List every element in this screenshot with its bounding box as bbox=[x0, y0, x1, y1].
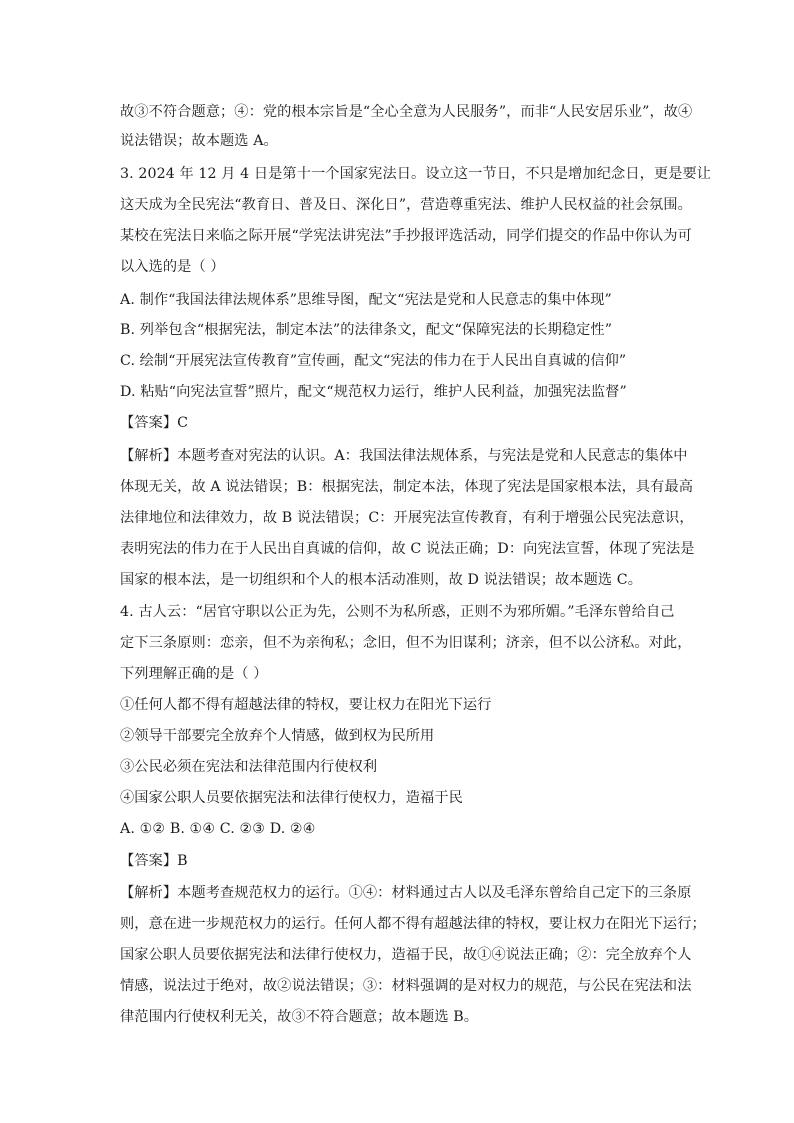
text-line: 下列理解正确的是（ ） bbox=[120, 666, 268, 682]
text-line: 定下三条原则：恋亲，但不为亲徇私；念旧，但不为旧谋利；济亲，但不以公济私。对此， bbox=[120, 635, 692, 651]
text-line: 情感，说法过于绝对，故②说法错误；③：材料强调的是对权力的规范，与公民在宪法和法 bbox=[120, 978, 692, 994]
statement-1: ①任何人都不得有超越法律的特权，要让权力在阳光下运行 bbox=[120, 697, 492, 713]
analysis-text: 【解析】本题考查对宪法的认识。A：我国法律法规体系，与宪法是党和人民意志的集体中 bbox=[120, 448, 688, 464]
text-line: 法律地位和法律效力，故 B 说法错误；C：开展宪法宣传教育，有利于增强公民宪法意识， bbox=[120, 510, 694, 526]
option-b: B. 列举包含“根据宪法，制定本法”的法律条文，配文“保障宪法的长期稳定性” bbox=[120, 322, 613, 338]
option-c: C. 绘制“开展宪法宣传教育”宣传画，配文“宪法的伟力在于人民出自真诚的信仰” bbox=[120, 353, 627, 369]
statement-3: ③公民必须在宪法和法律范围内行使权利 bbox=[120, 759, 378, 775]
statement-4: ④国家公职人员要依据宪法和法律行使权力，造福于民 bbox=[120, 790, 463, 806]
answer-label: 【答案】B bbox=[120, 853, 188, 869]
text-line: 国家公职人员要依据宪法和法律行使权力，造福于民，故①④说法正确；②：完全放弃个人 bbox=[120, 947, 692, 963]
text-line: 这天成为全民宪法“教育日、普及日、深化日”，营造尊重宪法、维护人民权益的社会氛围。 bbox=[120, 197, 692, 213]
statement-2: ②领导干部要完全放弃个人情感，做到权为民所用 bbox=[120, 728, 435, 744]
text-line: 故③不符合题意；④：党的根本宗旨是“全心全意为人民服务”，而非“人民安居乐业”，故④ bbox=[120, 104, 693, 120]
answer-label: 【答案】C bbox=[120, 415, 189, 431]
text-line: 则，意在进一步规范权力的运行。任何人都不得有超越法律的特权，要让权力在阳光下运行； bbox=[120, 916, 706, 932]
analysis-text: 【解析】本题考查规范权力的运行。①④：材料通过古人以及毛泽东曾给自己定下的三条原 bbox=[120, 885, 692, 901]
question-4-stem: 4. 古人云：“居官守职以公正为先，公则不为私所惑，正则不为邪所媚。”毛泽东曾给自己 bbox=[120, 604, 675, 620]
text-line: 表明宪法的伟力在于人民出自真诚的信仰，故 C 说法正确；D：向宪法宣誓，体现了宪法是 bbox=[120, 541, 695, 557]
text-line: 律范围内行使权利无关，故③不符合题意；故本题选 B。 bbox=[120, 1009, 479, 1025]
text-line: 说法错误；故本题选 A。 bbox=[120, 133, 278, 149]
text-line: 国家的根本法，是一切组织和个人的根本活动准则，故 D 说法错误；故本题选 C。 bbox=[120, 572, 643, 588]
text-line: 体现无关，故 A 说法错误；B：根据宪法，制定本法，体现了宪法是国家根本法，具有最高 bbox=[120, 479, 694, 495]
question-3-stem: 3. 2024 年 12 月 4 日是第十一个国家宪法日。设立这一节日，不只是增加纪念日，更是要让 bbox=[120, 166, 712, 182]
text-line: 以入选的是（ ） bbox=[120, 259, 225, 275]
option-d: D. 粘贴“向宪法宣誓”照片，配文“规范权力运行，维护人民利益，加强宪法监督” bbox=[120, 384, 627, 400]
option-a: A. 制作“我国法律法规体系”思维导图，配文“宪法是党和人民意志的集中体现” bbox=[120, 292, 612, 308]
text-line: 某校在宪法日来临之际开展“学宪法讲宪法”手抄报评选活动，同学们提交的作品中你认为可 bbox=[120, 228, 692, 244]
options-row: A. ①② B. ①④ C. ②③ D. ②④ bbox=[120, 821, 316, 837]
